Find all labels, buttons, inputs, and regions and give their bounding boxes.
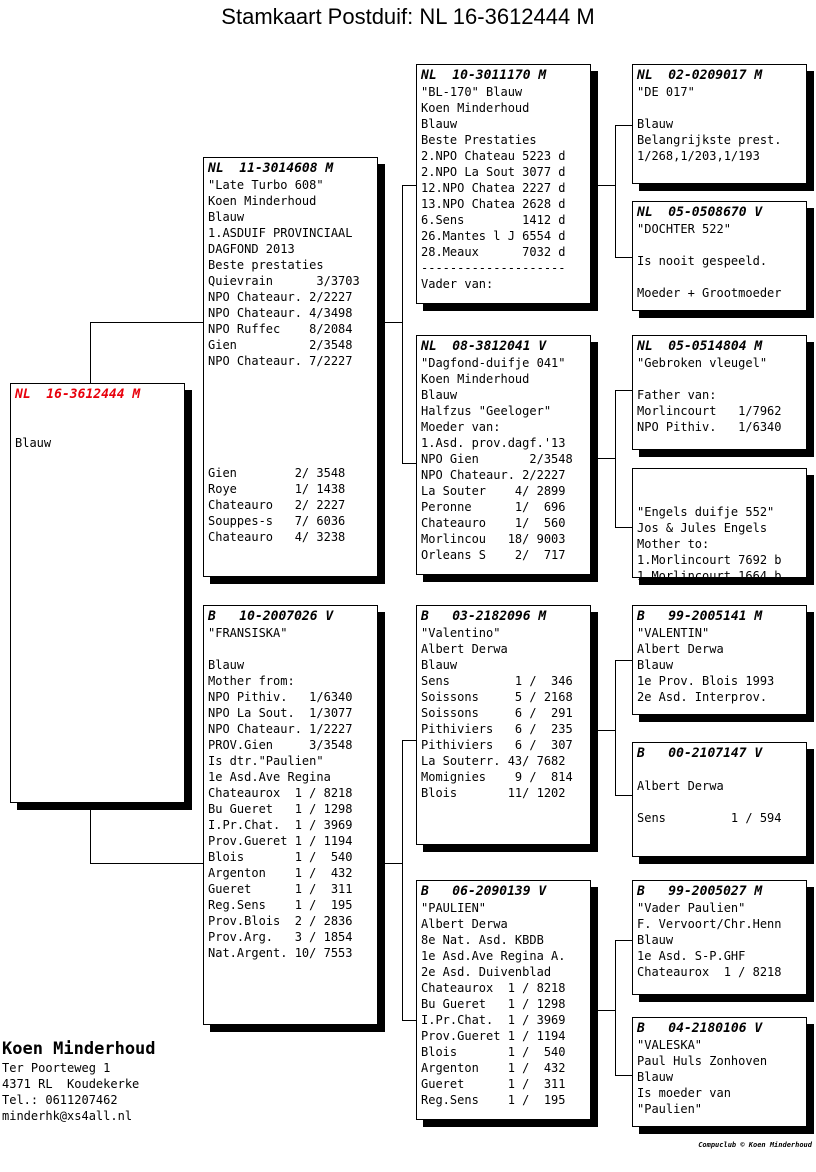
card-line: I.Pr.Chat. 1 / 3969 <box>421 1013 566 1027</box>
ring-number: NL 05-0514804 M <box>637 339 763 354</box>
connector <box>615 660 616 795</box>
card-body <box>637 625 802 705</box>
card-line: Blauw <box>637 117 674 131</box>
card-line: Albert Derwa <box>637 642 724 656</box>
card-line: Momignies 9 / 814 <box>421 770 573 784</box>
card-line: Blauw <box>208 658 245 672</box>
card-line: NPO Chateaur. 4/3498 <box>208 306 353 320</box>
card-line <box>208 449 373 465</box>
card-line: "Vader Paulien" <box>637 901 746 915</box>
card-line: 28.Meaux 7032 d <box>421 245 566 259</box>
card-line: Jos & Jules Engels <box>637 521 768 535</box>
connector <box>615 125 633 126</box>
father-card[interactable] <box>203 157 378 577</box>
card-line: Gueret 1 / 311 <box>421 1077 566 1091</box>
card-line <box>637 488 802 504</box>
card-line: Belangrijkste prest. <box>637 133 782 147</box>
card-line: Prov.Gueret 1 / 1194 <box>208 834 353 848</box>
card-line: Pithiviers 6 / 307 <box>421 738 573 752</box>
card-line: Beste Prestaties <box>421 133 537 147</box>
ring-number: NL 02-0209017 M <box>637 68 763 83</box>
card-line <box>637 100 802 116</box>
card-line: Chateauro 4/ 3238 <box>208 530 346 544</box>
card-line: Argenton 1 / 432 <box>421 1061 566 1075</box>
card-line: Argenton 1 / 432 <box>208 866 353 880</box>
card-line: NPO Gien 2/3548 <box>421 452 573 466</box>
card-line: Bu Gueret 1 / 1298 <box>421 997 566 1011</box>
owner-block <box>2 1038 156 1124</box>
ancestor-mff-card[interactable] <box>632 605 807 715</box>
card-line: Chateauro 1/ 560 <box>421 516 566 530</box>
card-line: "Engels duifje 552" <box>637 505 775 519</box>
card-line: DAGFOND 2013 <box>208 242 295 256</box>
ring-number: B 06-2090139 V <box>421 884 547 899</box>
card-body <box>637 900 802 980</box>
card-body <box>637 488 802 584</box>
card-line: "Gebroken vleugel" <box>637 356 768 370</box>
maternal-grandmother-card[interactable] <box>416 880 591 1120</box>
card-line: Blauw <box>208 210 245 224</box>
card-line: La Souter 4/ 2899 <box>421 484 566 498</box>
card-line <box>15 419 180 435</box>
owner-email[interactable]: minderhk@xs4all.nl <box>2 1109 133 1123</box>
card-line: "VALESKA" <box>637 1038 703 1052</box>
card-line: Prov.Arg. 3 / 1854 <box>208 930 353 944</box>
card-body <box>208 177 373 545</box>
card-line: Is dtr."Paulien" <box>208 754 324 768</box>
card-line: Moeder + Grootmoeder <box>637 286 782 300</box>
card-line: PROV.Gien 3/3548 <box>208 738 353 752</box>
ring-number <box>637 471 802 488</box>
maternal-grandfather-card[interactable] <box>416 605 591 845</box>
connector <box>615 527 633 528</box>
card-line: Blauw <box>637 658 674 672</box>
card-line: NPO Chateaur. 7/2227 <box>208 354 353 368</box>
connector <box>384 863 402 864</box>
card-line: "DOCHTER 522" <box>637 222 731 236</box>
card-body <box>15 403 180 451</box>
card-line: "DE 017" <box>637 85 695 99</box>
ancestor-mmm-card[interactable] <box>632 1017 807 1127</box>
card-line: 2.NPO La Sout 3077 d <box>421 165 566 179</box>
card-line: Chateaurox 1 / 8218 <box>421 981 566 995</box>
card-line: 6.Sens 1412 d <box>421 213 566 227</box>
card-line: Blauw <box>421 117 458 131</box>
connector <box>402 185 403 463</box>
card-body <box>421 625 586 801</box>
card-line: Morlincourt 1/7962 <box>637 404 782 418</box>
owner-line: 4371 RL Koudekerke <box>2 1077 140 1091</box>
connector <box>402 185 417 186</box>
connector <box>402 1020 417 1021</box>
card-line: 12.NPO Chatea 2227 d <box>421 181 566 195</box>
owner-line: Tel.: 0611207462 <box>2 1093 118 1107</box>
card-line: Chateaurox 1 / 8218 <box>637 965 782 979</box>
card-line: 2e Asd. Interprov. <box>637 690 768 704</box>
card-line <box>15 403 180 419</box>
card-line: Blauw <box>421 388 458 402</box>
paternal-grandmother-card[interactable] <box>416 335 591 575</box>
card-line: Vader van: <box>421 277 494 291</box>
card-line: La Souterr. 43/ 7682 <box>421 754 566 768</box>
connector <box>384 322 402 323</box>
card-body <box>637 84 802 164</box>
card-line: Souppes-s 7/ 6036 <box>208 514 346 528</box>
card-line: Blauw <box>421 658 458 672</box>
card-body <box>637 762 802 826</box>
card-line: Orleans S 2/ 717 <box>421 548 566 562</box>
mother-card[interactable] <box>203 605 378 1025</box>
card-line: "Paulien" <box>637 1102 703 1116</box>
card-line: 1e Asd.Ave Regina A. <box>421 949 566 963</box>
card-line: 2.NPO Chateau 5223 d <box>421 149 566 163</box>
card-line: 1.Morlincourt 7692 b <box>637 553 782 567</box>
card-line: Gien 2/ 3548 <box>208 466 346 480</box>
card-line: I.Pr.Chat. 1 / 3969 <box>208 818 353 832</box>
card-line: 1e Asd.Ave Regina <box>208 770 331 784</box>
card-line: Bu Gueret 1 / 1298 <box>208 802 353 816</box>
card-line: Koen Minderhoud <box>208 194 317 208</box>
card-line: NPO Pithiv. 1/6340 <box>208 690 353 704</box>
ancestor-ffm-card[interactable] <box>632 201 807 311</box>
card-line: "Valentino" <box>421 626 501 640</box>
card-line: Roye 1/ 1438 <box>208 482 346 496</box>
ring-number: B 03-2182096 M <box>421 609 547 624</box>
card-line: Moeder van: <box>421 420 501 434</box>
card-line: 1e Prov. Blois 1993 <box>637 674 775 688</box>
connector <box>90 322 204 323</box>
card-line: Chateaurox 1 / 8218 <box>208 786 353 800</box>
card-line: NPO La Sout. 1/3077 <box>208 706 353 720</box>
card-body <box>637 355 802 435</box>
connector <box>615 125 616 257</box>
card-line: Beste prestaties <box>208 258 324 272</box>
card-line: Morlincou 18/ 9003 <box>421 532 566 546</box>
card-line: "VALENTIN" <box>637 626 710 640</box>
card-line: Soissons 6 / 291 <box>421 706 573 720</box>
card-line: Gien 2/3548 <box>208 338 353 352</box>
card-line: 1.Asd. prov.dagf.'13 <box>421 436 566 450</box>
card-line: 1e Asd. S-P.GHF <box>637 949 746 963</box>
connector <box>615 940 616 1075</box>
card-line: 1.ASDUIF PROVINCIAAL <box>208 226 353 240</box>
ring-number: NL 08-3812041 V <box>421 339 547 354</box>
card-line: Reg.Sens 1 / 195 <box>208 898 353 912</box>
ring-number: B 10-2007026 V <box>208 609 334 624</box>
connector <box>402 463 417 464</box>
card-line: Sens 1 / 594 <box>637 811 782 825</box>
card-line: NPO Chateaur. 2/2227 <box>208 290 353 304</box>
card-body <box>637 221 802 301</box>
card-line: Prov.Blois 2 / 2836 <box>208 914 353 928</box>
card-body <box>208 625 373 961</box>
footer-credit: Compuclub © Koen Minderhoud <box>698 1141 812 1149</box>
card-line <box>637 794 802 810</box>
card-line: 13.NPO Chatea 2628 d <box>421 197 566 211</box>
card-line: NPO Chateaur. 2/2227 <box>421 468 566 482</box>
ring-number: NL 10-3011170 M <box>421 68 547 83</box>
card-line <box>208 369 373 385</box>
card-line: NPO Pithiv. 1/6340 <box>637 420 782 434</box>
card-line <box>208 433 373 449</box>
card-line: Blois 11/ 1202 <box>421 786 566 800</box>
card-line: 1.Morlincourt 1664 b <box>637 569 782 583</box>
card-line: Halfzus "Geeloger" <box>421 404 552 418</box>
card-line: Albert Derwa <box>421 917 508 931</box>
ancestor-fmf-card[interactable] <box>632 335 807 450</box>
connector <box>615 660 633 661</box>
paternal-grandfather-card[interactable] <box>416 64 591 304</box>
card-line: -------------------- <box>421 261 566 275</box>
card-body <box>637 1037 802 1117</box>
card-body <box>421 900 586 1108</box>
card-line: Prov.Gueret 1 / 1194 <box>421 1029 566 1043</box>
card-line: "Dagfond-duifje 041" <box>421 356 566 370</box>
owner-address <box>2 1060 156 1124</box>
connector <box>615 1075 633 1076</box>
card-line: Quievrain 3/3703 <box>208 274 360 288</box>
card-line: Koen Minderhoud <box>421 372 530 386</box>
card-line: Koen Minderhoud <box>421 101 530 115</box>
connector <box>402 740 417 741</box>
card-line: "BL-170" Blauw <box>421 85 523 99</box>
connector <box>615 940 633 941</box>
connector <box>90 803 91 863</box>
card-line: Is nooit gespeeld. <box>637 254 768 268</box>
card-line: Reg.Sens 1 / 195 <box>421 1093 566 1107</box>
card-line: Blois 1 / 540 <box>208 850 353 864</box>
card-line <box>208 641 373 657</box>
owner-name: Koen Minderhoud <box>2 1039 156 1059</box>
card-line: Pithiviers 6 / 235 <box>421 722 573 736</box>
card-line <box>637 269 802 285</box>
ring-number: B 04-2180106 V <box>637 1021 763 1036</box>
connector <box>90 322 91 384</box>
owner-line: Ter Poorteweg 1 <box>2 1061 111 1075</box>
connector <box>615 257 633 258</box>
subject-card[interactable] <box>10 383 185 803</box>
card-line: Gueret 1 / 311 <box>208 882 353 896</box>
card-line: Albert Derwa <box>421 642 508 656</box>
ring-number: NL 11-3014608 M <box>208 161 334 176</box>
ring-number: B 00-2107147 V <box>637 746 763 761</box>
card-line: Peronne 1/ 696 <box>421 500 566 514</box>
card-line: Father van: <box>637 388 717 402</box>
ancestor-mmf-card[interactable] <box>632 880 807 995</box>
card-line: Soissons 5 / 2168 <box>421 690 573 704</box>
connector <box>402 740 403 1020</box>
card-line: Chateauro 2/ 2227 <box>208 498 346 512</box>
ring-number: NL 05-0508670 V <box>637 205 763 220</box>
card-line: Mother from: <box>208 674 295 688</box>
card-line: 8e Nat. Asd. KBDB <box>421 933 544 947</box>
card-line: Blauw <box>15 436 52 450</box>
connector <box>615 390 633 391</box>
card-line: 26.Mantes l J 6554 d <box>421 229 566 243</box>
card-line <box>208 401 373 417</box>
connector <box>615 390 616 527</box>
connector <box>597 458 615 459</box>
connector <box>597 1010 615 1011</box>
card-line <box>637 371 802 387</box>
connector <box>90 863 204 864</box>
card-line: Blauw <box>637 1070 674 1084</box>
card-line <box>208 417 373 433</box>
card-line: NPO Chateaur. 1/2227 <box>208 722 353 736</box>
card-body <box>421 355 586 563</box>
card-line: "PAULIEN" <box>421 901 487 915</box>
card-line: Is moeder van <box>637 1086 731 1100</box>
card-line: "FRANSISKA" <box>208 626 288 640</box>
card-line: 2e Asd. Duivenblad <box>421 965 552 979</box>
card-line: Blauw <box>637 933 674 947</box>
connector <box>597 730 615 731</box>
page-title: Stamkaart Postduif: NL 16-3612444 M <box>221 4 595 29</box>
ancestor-fmm-card[interactable] <box>632 468 807 583</box>
card-line: NPO Ruffec 8/2084 <box>208 322 353 336</box>
card-line: Mother to: <box>637 537 710 551</box>
connector <box>615 795 633 796</box>
card-line: Blois 1 / 540 <box>421 1045 566 1059</box>
ring-number: NL 16-3612444 M <box>15 387 141 402</box>
card-line: F. Vervoort/Chr.Henn <box>637 917 782 931</box>
card-line: Sens 1 / 346 <box>421 674 573 688</box>
card-line: Albert Derwa <box>637 779 724 793</box>
ancestor-fff-card[interactable] <box>632 64 807 184</box>
ring-number: B 99-2005027 M <box>637 884 763 899</box>
card-line: 1/268,1/203,1/193 <box>637 149 760 163</box>
card-line <box>637 762 802 778</box>
connector <box>597 185 615 186</box>
card-line: Paul Huls Zonhoven <box>637 1054 768 1068</box>
card-line <box>208 385 373 401</box>
ring-number: B 99-2005141 M <box>637 609 763 624</box>
card-body <box>421 84 586 292</box>
card-line <box>637 237 802 253</box>
ancestor-mfm-card[interactable] <box>632 742 807 857</box>
card-line: Nat.Argent. 10/ 7553 <box>208 946 353 960</box>
card-line: "Late Turbo 608" <box>208 178 324 192</box>
